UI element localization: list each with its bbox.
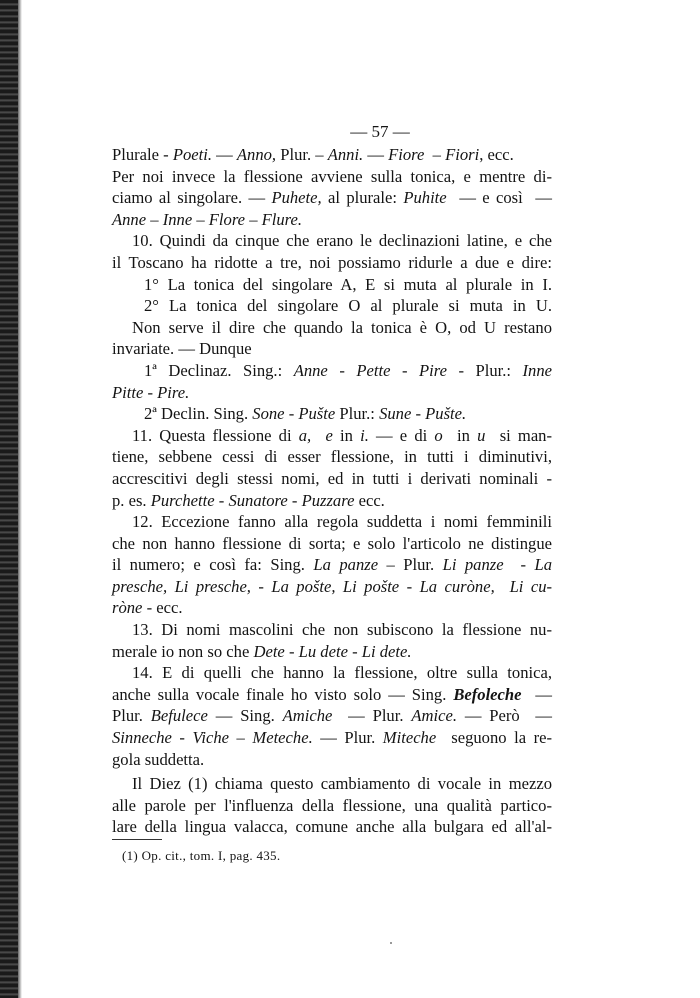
text-line: alle parole per l'influenza della flessione, una qualità partico- [112, 795, 552, 815]
text-line: invariate. — Dunque [112, 339, 252, 359]
text-line: il Toscano ha ridotte a tre, noi possiamo ridurle a due e dire: [112, 252, 552, 272]
footnote-rule [112, 839, 162, 840]
body-text [112, 144, 552, 838]
text-line: p. es. Purchette - Sunatore - Puzzare ecc. [112, 490, 385, 510]
book-binding-edge [0, 0, 18, 998]
text-line: che non hanno flessione di sorta; e solo l'articolo ne distingue [112, 533, 552, 553]
text-line: 2ª Declin. Sing. Sone - Pušte Plur.: Sune - Pušte. [144, 404, 467, 424]
text-line: 12. Eccezione fanno alla regola suddetta i nomi femminili [132, 512, 552, 532]
text-line: il numero; e così fa: Sing. La panze – Plur. Li panze - La [112, 555, 552, 575]
text-line: 11. Questa flessione di a, e in i. — e di o in u si man- [132, 425, 553, 445]
text-line: ròne - ecc. [112, 598, 183, 618]
text-line: Plur. Befulece — Sing. Amiche — Plur. Amice. — Però — [112, 706, 553, 726]
text-line: Anne – Inne – Flore – Flure. [112, 209, 303, 229]
text-line: 14. E di quelli che hanno la flessione, oltre sulla tonica, [132, 663, 552, 683]
text-line: ciamo al singolare. — Puhete, al plurale: Puhite — e così — [112, 188, 552, 208]
text-line: 10. Quindi da cinque che erano le declinazioni latine, e che [132, 231, 552, 251]
text-line: 2° La tonica del singolare O al plurale si muta in U. [144, 296, 552, 316]
footnote: (1) Op. cit., tom. I, pag. 435. [122, 848, 281, 863]
text-line: Sinneche - Viche – Meteche. — Plur. Miteche seguono la re- [112, 728, 553, 748]
paper-speck [390, 942, 392, 944]
text-line: Non serve il dire che quando la tonica è O, od U restano [132, 317, 552, 337]
binding-shadow [18, 0, 22, 998]
text-line: lare della lingua valacca, comune anche alla bulgara ed all'al- [112, 817, 552, 837]
text-line: Plurale - Poeti. — Anno, Plur. – Anni. — Fiore – Fiori, ecc. [112, 145, 514, 164]
text-line: 13. Di nomi mascolini che non subiscono la flessione nu- [132, 620, 552, 640]
text-line: 1ª Declinaz. Sing.: Anne - Pette - Pire - Plur.: Inne [144, 360, 553, 380]
text-line: 1° La tonica del singolare A, E si muta al plurale in I. [144, 274, 552, 294]
text-line: presche, Li presche, - La pošte, Li pošte - La curòne, Li cu- [112, 576, 553, 596]
text-line: Per noi invece la flessione avviene sulla tonica, e mentre di- [112, 166, 552, 186]
text-line: Pitte - Pire. [112, 382, 190, 402]
text-line: anche sulla vocale finale ho visto solo — Sing. Befoleche — [112, 684, 552, 704]
page-number: — 57 — [350, 122, 410, 141]
text-line: gola suddetta. [112, 749, 205, 769]
text-line: merale io non so che Dete - Lu dete - Li dete. [112, 641, 412, 661]
text-line: accrescitivi degli stessi nomi, ed in tutti i derivati nominali - [112, 468, 552, 488]
text-line: Il Diez (1) chiama questo cambiamento di vocale in mezzo [132, 774, 552, 794]
text-line: tiene, sebbene cessi di esser flessione, in tutti i diminutivi, [112, 447, 552, 467]
